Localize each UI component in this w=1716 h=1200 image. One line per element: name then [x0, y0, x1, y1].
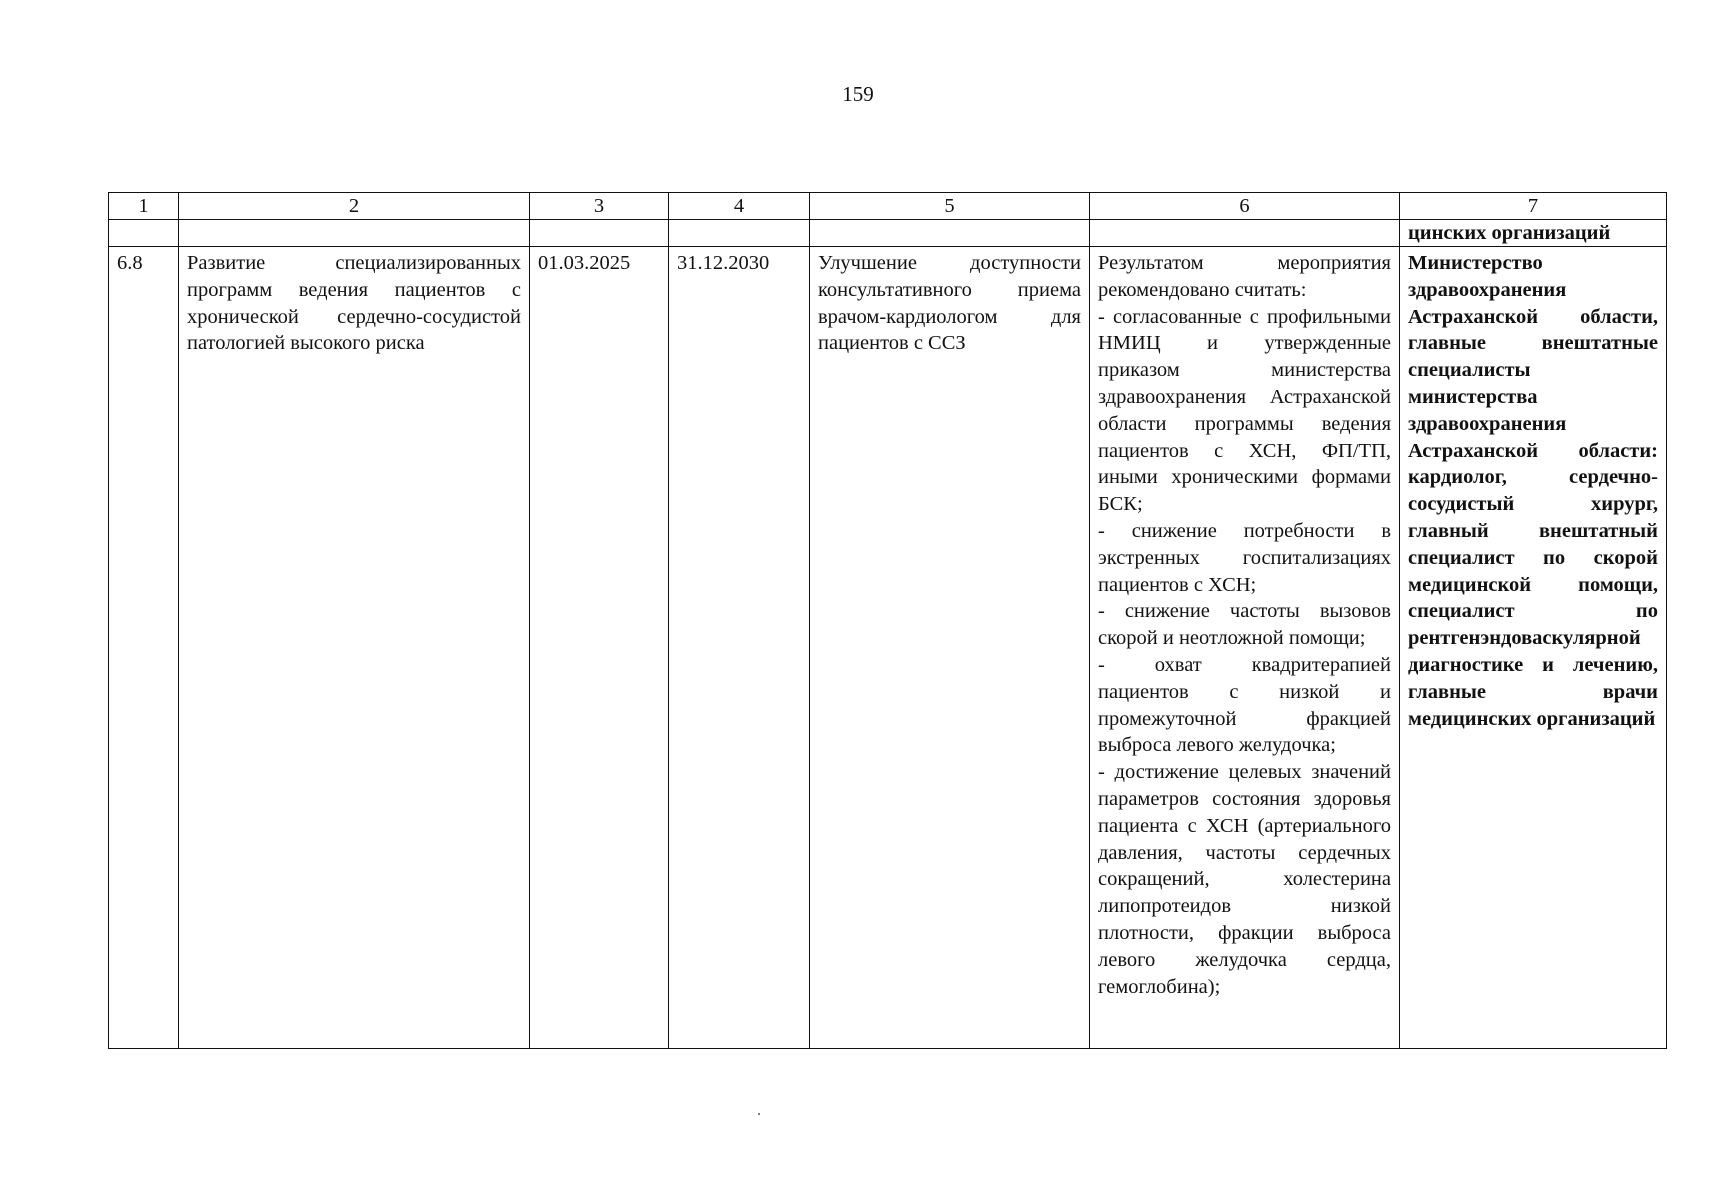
cont-cell-responsible: цинских организаций: [1400, 220, 1667, 247]
cont-cell-1: [109, 220, 179, 247]
column-header-3: 3: [530, 193, 669, 220]
end-date-cell: 31.12.2030: [669, 247, 810, 1049]
cont-cell-4: [669, 220, 810, 247]
column-header-1: 1: [109, 193, 179, 220]
result-item: - достижение целевых значений параметров состояния здоровья пациента с ХСН (артериального давления, частоты сердечных сокращений, холестерина липопротеидов низкой плотности, фракции выброса левого желудочка сердца, гемоглобина);: [1098, 761, 1391, 998]
cont-cell-6: [1090, 220, 1400, 247]
cont-cell-2: [179, 220, 530, 247]
continuation-row: [109, 220, 1667, 247]
responsible-cell: Министерство здравоохранения Астраханской области, главные внештатные специалисты министерства здравоохранения Астраханской области: кардиолог, сердечно-сосудистый хирург, главный внештатный специалист по скорой медицинской помощи, специалист по рентгенэндоваскулярной диагностике и лечению, главные врачи медицинских организаций: [1400, 247, 1667, 1049]
row-number-cell: 6.8: [109, 247, 179, 1049]
column-number-row: [109, 193, 1667, 220]
description-cell: Улучшение доступности консультативного приема врачом-кардиологом для пациентов с ССЗ: [810, 247, 1090, 1049]
result-item: - снижение частоты вызовов скорой и неотложной помощи;: [1098, 600, 1391, 650]
scan-speck: [758, 1113, 760, 1115]
cont-cell-5: [810, 220, 1090, 247]
measures-table: [108, 192, 1667, 1049]
column-header-7: 7: [1400, 193, 1667, 220]
column-header-6: 6: [1090, 193, 1400, 220]
result-cell: [1090, 247, 1400, 1049]
result-intro: Результатом мероприятия рекомендовано считать:: [1098, 252, 1391, 301]
result-item: - охват квадритерапией пациентов с низкой и промежуточной фракцией выброса левого желудочка;: [1098, 653, 1391, 757]
result-item: - согласованные с профильными НМИЦ и утвержденные приказом министерства здравоохранения Астраханской области программы ведения пациентов с ХСН, ФП/ТП, иными хроническими формами БСК;: [1098, 305, 1391, 516]
activity-cell: Развитие специализированных программ ведения пациентов с хронической сердечно-сосудистой патологией высокого риска: [179, 247, 530, 1049]
table-row: [109, 247, 1667, 1049]
start-date-cell: 01.03.2025: [530, 247, 669, 1049]
column-header-2: 2: [179, 193, 530, 220]
cont-cell-3: [530, 220, 669, 247]
page-number: 159: [842, 82, 874, 106]
column-header-5: 5: [810, 193, 1090, 220]
result-item: - снижение потребности в экстренных госпитализациях пациентов с ХСН;: [1098, 519, 1391, 596]
column-header-4: 4: [669, 193, 810, 220]
